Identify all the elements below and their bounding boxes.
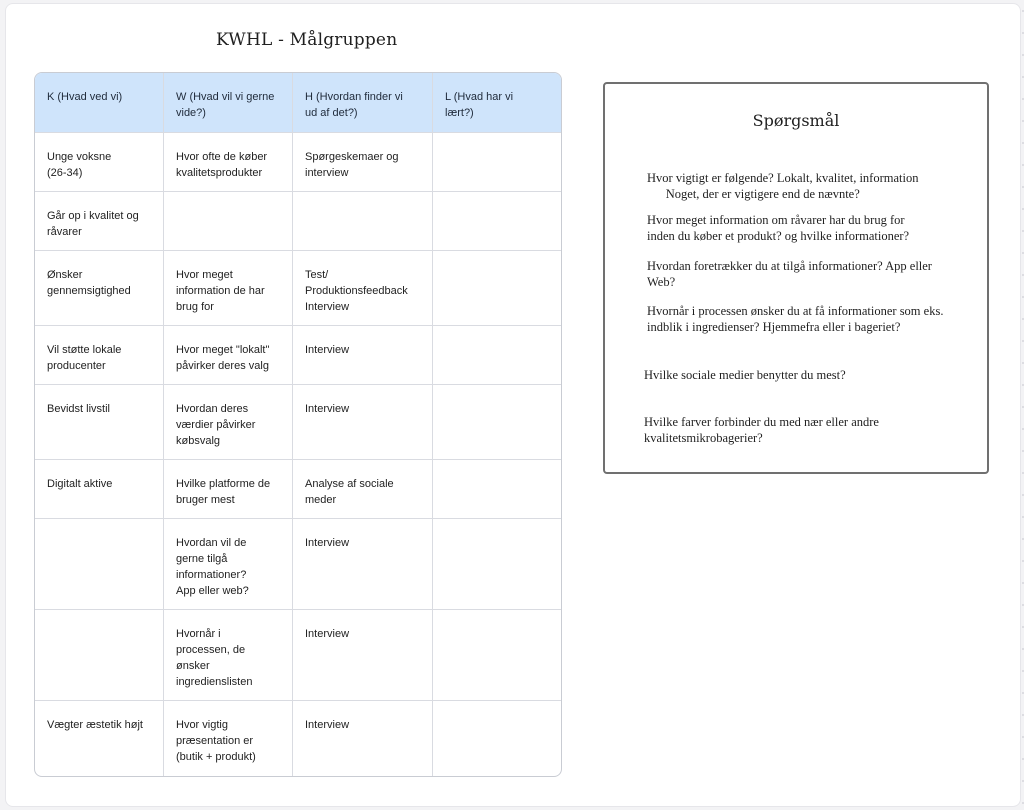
header-cell-k[interactable]: K (Hvad ved vi) [47,91,123,103]
table-cell[interactable] [432,385,559,459]
table-cell[interactable] [35,519,163,609]
table-cell[interactable] [432,701,559,776]
question-item[interactable]: Hvilke farver forbinder du med nær eller andre kvalitetsmikrobagerier? [644,415,879,445]
question-item[interactable]: Hvor meget information om råvarer har du brug for inden du køber et produkt? og hvilke informationer? [647,213,910,243]
table-cell[interactable] [432,192,559,250]
table-header-row [35,73,561,132]
table-cell[interactable]: Hvilke platforme de bruger mest [163,460,292,518]
table-row [35,132,561,191]
questions-box[interactable] [603,82,989,474]
table-cell[interactable]: Hvor ofte de køber kvalitetsprodukter [163,133,292,191]
table-cell[interactable] [432,326,559,384]
table-row [35,700,561,776]
table-cell[interactable] [432,519,559,609]
table-cell[interactable]: Hvornår i processen, de ønsker ingredienslisten [163,610,292,700]
table-cell[interactable]: Vægter æstetik højt [47,719,143,731]
table-cell[interactable] [292,192,432,250]
table-cell[interactable]: Går op i kvalitet og råvarer [47,210,139,238]
table-cell[interactable]: Test/ Produktionsfeedback Interview [292,251,432,325]
kwhl-table[interactable] [34,72,562,777]
table-row [35,384,561,459]
table-cell[interactable]: Hvordan deres værdier påvirker købsvalg [163,385,292,459]
question-item[interactable]: Hvornår i processen ønsker du at få informationer som eks. indblik i ingredienser? Hjemmefra eller i bageriet? [647,304,944,334]
table-cell[interactable]: Interview [292,385,432,459]
table-cell[interactable]: Interview [292,326,432,384]
table-cell[interactable]: Analyse af sociale meder [292,460,432,518]
table-cell[interactable]: Interview [292,701,432,776]
table-row [35,609,561,700]
table-cell[interactable]: Unge voksne (26-34) [47,151,112,179]
questions-title: Spørgsmål [752,111,840,130]
table-cell[interactable]: Interview [292,610,432,700]
question-item[interactable]: Hvilke sociale medier benytter du mest? [644,368,846,382]
header-cell-h[interactable]: H (Hvordan finder vi ud af det?) [292,73,432,132]
table-cell[interactable] [432,251,559,325]
table-cell[interactable]: Ønsker gennemsigtighed [47,269,131,297]
table-cell[interactable]: Interview [292,519,432,609]
table-cell[interactable]: Bevidst livstil [47,403,110,415]
table-cell[interactable]: Spørgeskemaer og interview [292,133,432,191]
table-row [35,518,561,609]
table-cell[interactable]: Hvordan vil de gerne tilgå informationer? App eller web? [163,519,292,609]
table-row [35,459,561,518]
page-title: KWHL - Målgruppen [216,30,398,50]
header-cell-w[interactable]: W (Hvad vil vi gerne vide?) [163,73,292,132]
question-item[interactable]: Hvordan foretrækker du at tilgå informationer? App eller Web? [647,259,932,289]
table-cell[interactable] [163,192,292,250]
table-cell[interactable]: Hvor vigtig præsentation er (butik + produkt) [163,701,292,776]
table-cell[interactable]: Vil støtte lokale producenter [47,344,122,372]
table-cell[interactable] [432,610,559,700]
table-row [35,250,561,325]
table-cell[interactable] [432,460,559,518]
table-cell[interactable]: Hvor meget "lokalt" påvirker deres valg [163,326,292,384]
table-row [35,325,561,384]
table-cell[interactable] [35,610,163,700]
table-cell[interactable] [432,133,559,191]
table-cell[interactable]: Digitalt aktive [47,478,113,490]
question-item[interactable]: Hvor vigtigt er følgende? Lokalt, kvalitet, information Noget, der er vigtigere end de nævnte? [647,171,919,201]
table-row [35,191,561,250]
header-cell-l[interactable]: L (Hvad har vi lært?) [432,73,559,132]
table-cell[interactable]: Hvor meget information de har brug for [163,251,292,325]
